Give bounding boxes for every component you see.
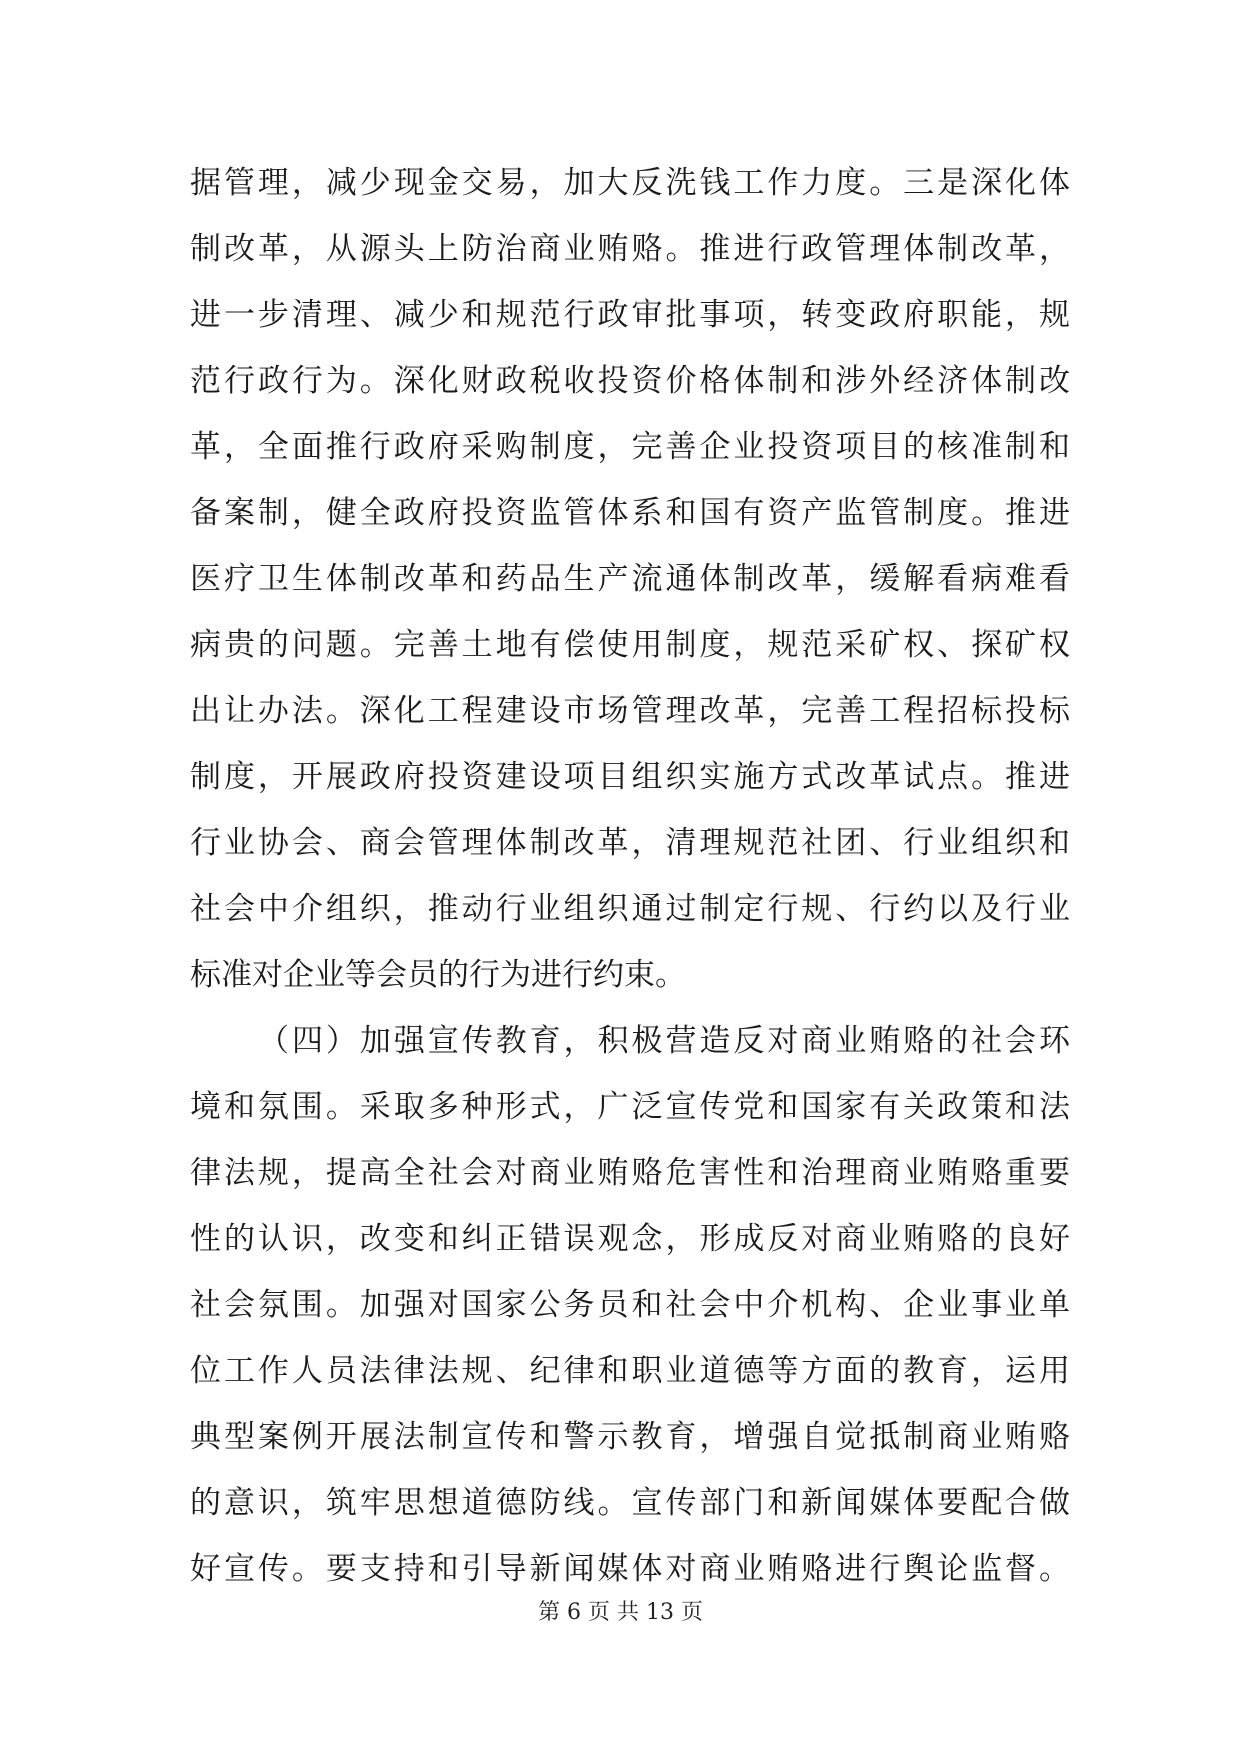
text-line: 革，全面推行政府采购制度，完善企业投资项目的核准制和 bbox=[190, 429, 1070, 465]
text-line: 医疗卫生体制改革和药品生产流通体制改革，缓解看病难看 bbox=[190, 561, 1070, 597]
text-line: 据管理，减少现金交易，加大反洗钱工作力度。三是深化体 bbox=[190, 165, 1070, 201]
text-line: 性的认识，改变和纠正错误观念，形成反对商业贿赂的良好 bbox=[190, 1221, 1070, 1257]
text-line: 好宣传。要支持和引导新闻媒体对商业贿赂进行舆论监督。 bbox=[190, 1551, 1070, 1587]
body-text bbox=[190, 150, 1070, 1602]
text-line: 社会氛围。加强对国家公务员和社会中介机构、企业事业单 bbox=[190, 1287, 1070, 1323]
text-line: 位工作人员法律法规、纪律和职业道德等方面的教育，运用 bbox=[190, 1353, 1070, 1389]
text-line: （四）加强宣传教育，积极营造反对商业贿赂的社会环 bbox=[258, 1023, 1070, 1059]
text-line: 制度，开展政府投资建设项目组织实施方式改革试点。推进 bbox=[190, 759, 1070, 795]
text-line: 社会中介组织，推动行业组织通过制定行规、行约以及行业 bbox=[190, 891, 1070, 927]
text-line: 制改革，从源头上防治商业贿赂。推进行政管理体制改革， bbox=[190, 231, 1070, 267]
text-line: 病贵的问题。完善土地有偿使用制度，规范采矿权、探矿权 bbox=[190, 627, 1070, 663]
text-line: 备案制，健全政府投资监管体系和国有资产监管制度。推进 bbox=[190, 495, 1070, 531]
text-line: 行业协会、商会管理体制改革，清理规范社团、行业组织和 bbox=[190, 825, 1070, 861]
text-line: 境和氛围。采取多种形式，广泛宣传党和国家有关政策和法 bbox=[190, 1089, 1070, 1125]
text-line: 典型案例开展法制宣传和警示教育，增强自觉抵制商业贿赂 bbox=[190, 1419, 1070, 1455]
text-line: 进一步清理、减少和规范行政审批事项，转变政府职能，规 bbox=[190, 297, 1070, 333]
text-line: 律法规，提高全社会对商业贿赂危害性和治理商业贿赂重要 bbox=[190, 1155, 1070, 1191]
text-line: 范行政行为。深化财政税收投资价格体制和涉外经济体制改 bbox=[190, 363, 1070, 399]
text-line: 的意识，筑牢思想道德防线。宣传部门和新闻媒体要配合做 bbox=[190, 1485, 1070, 1521]
text-line: 出让办法。深化工程建设市场管理改革，完善工程招标投标 bbox=[190, 693, 1070, 729]
text-line: 标准对企业等会员的行为进行约束。 bbox=[190, 957, 686, 993]
page-footer: 第 6 页 共 13 页 bbox=[538, 1600, 703, 1625]
